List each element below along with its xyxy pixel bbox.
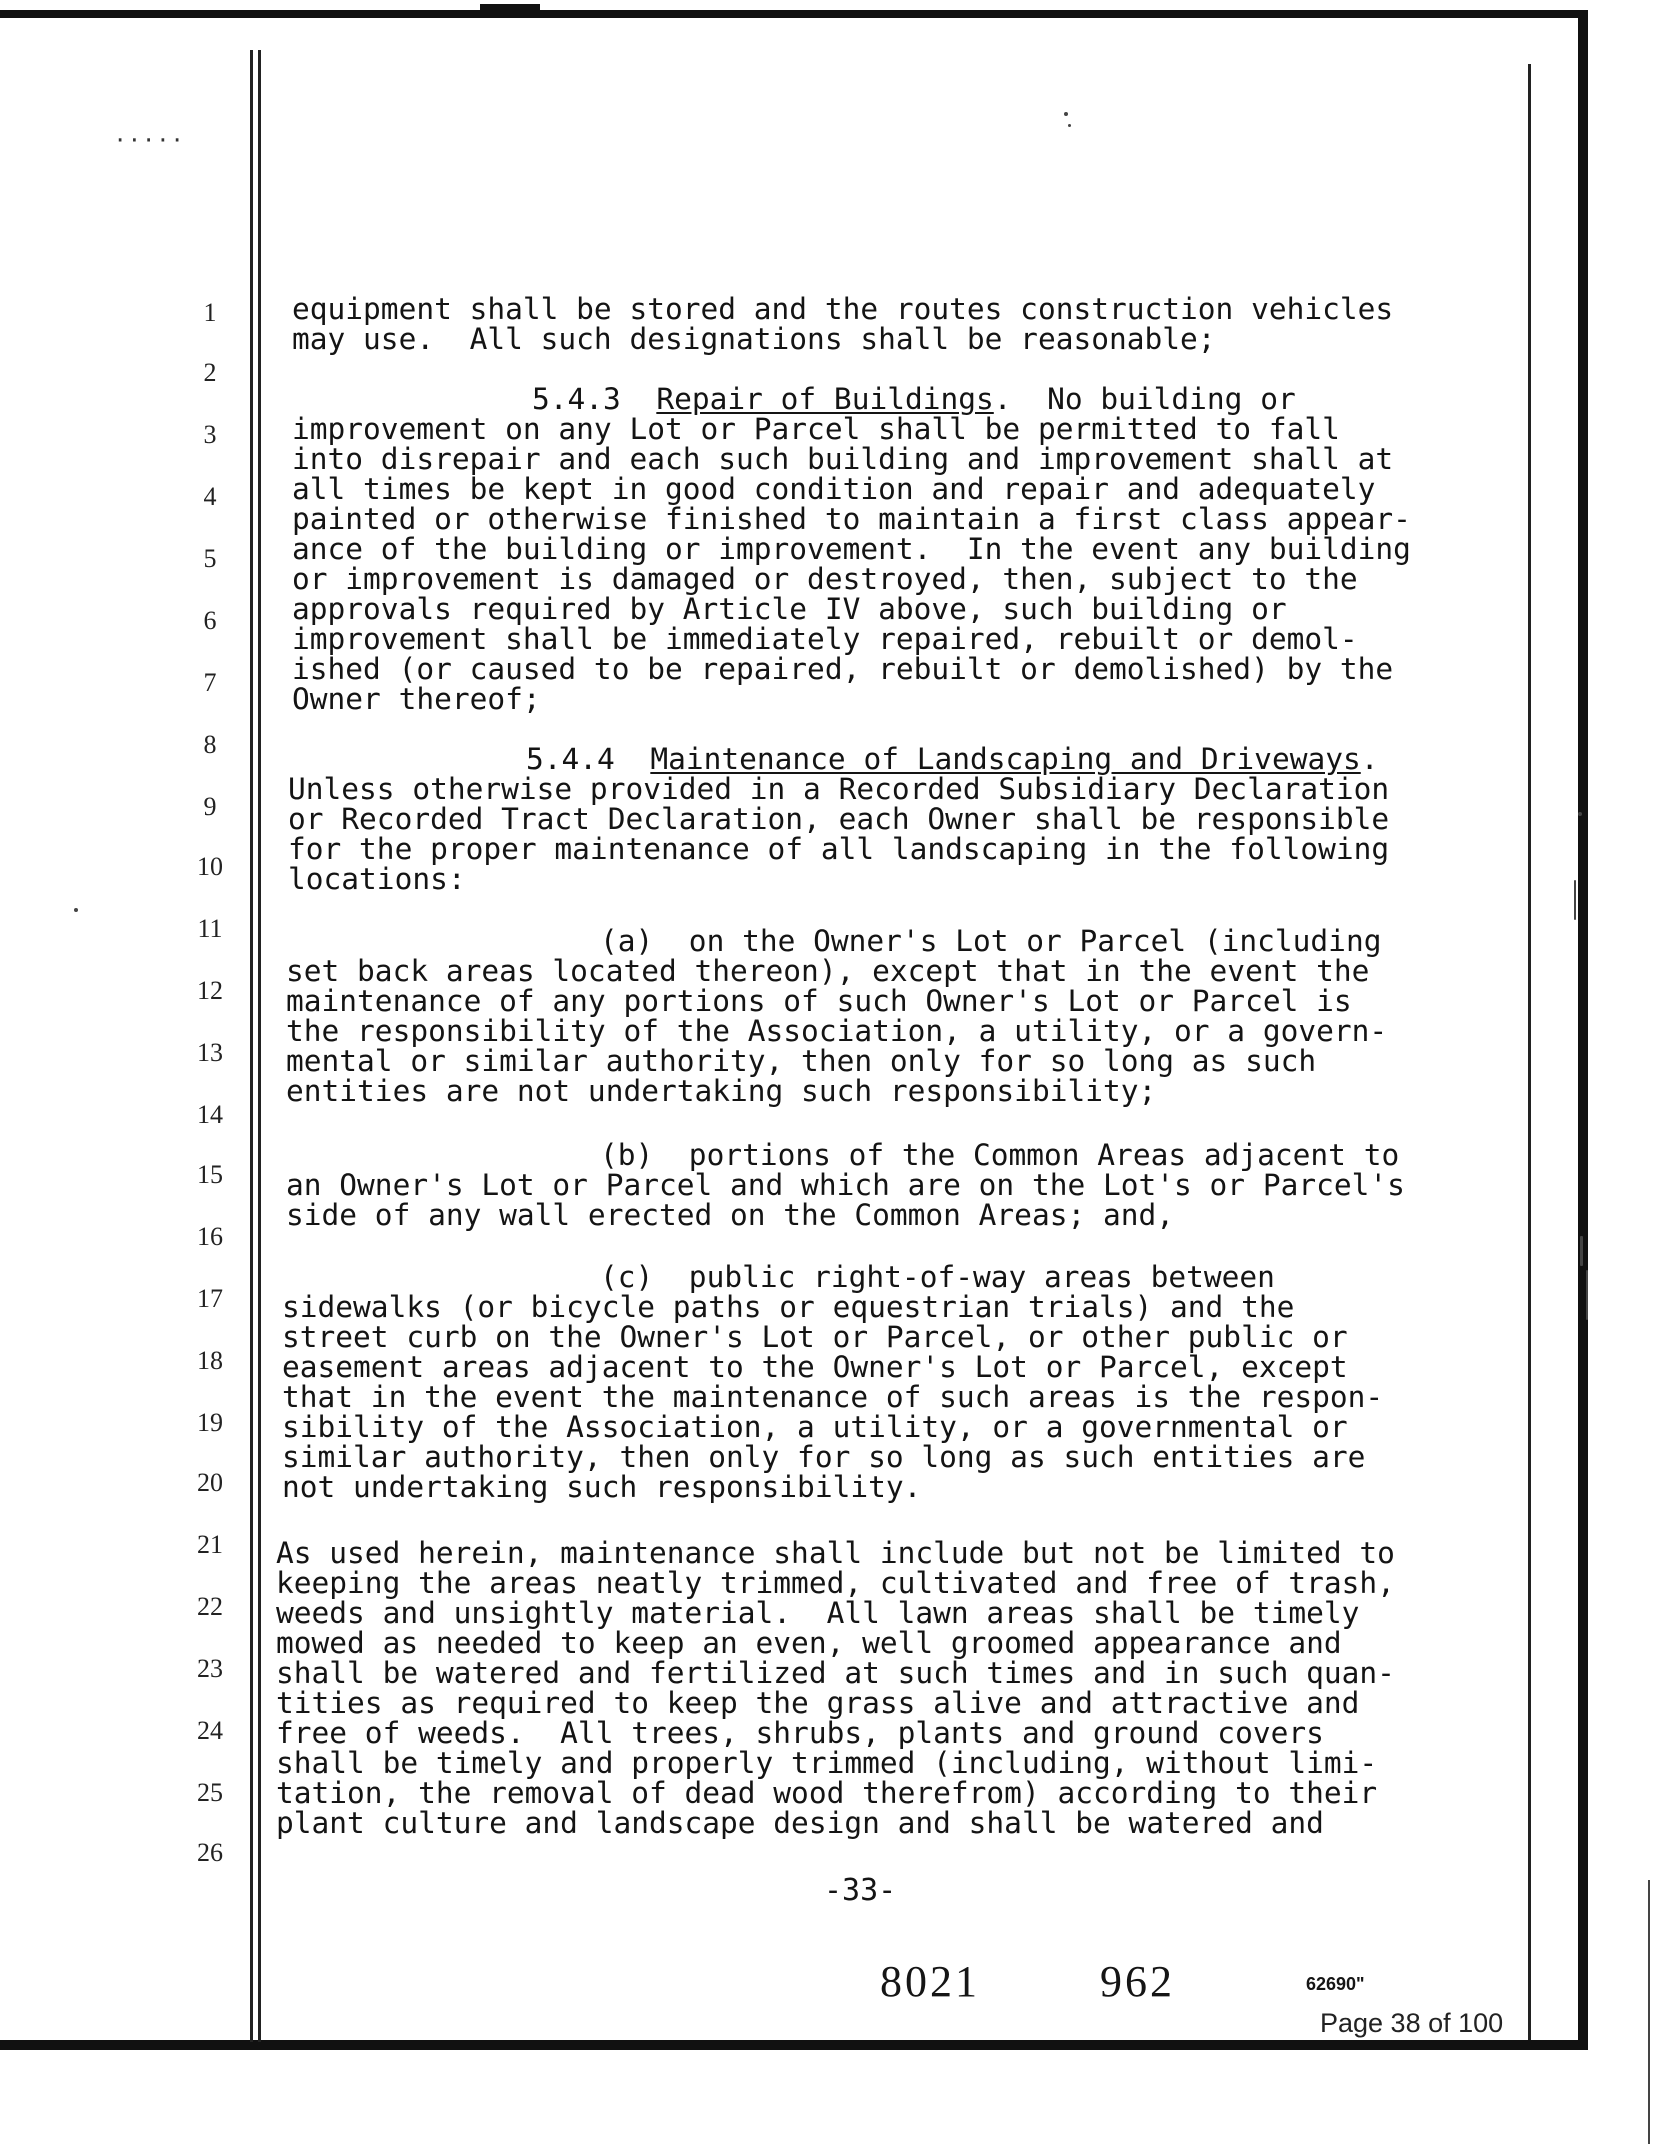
list-item-a: (a) on the Owner's Lot or Parcel (including: [600, 924, 1382, 958]
line-number: 22: [197, 1592, 223, 1621]
text-line: Unless otherwise provided in a Recorded Subsidiary Declaration: [288, 772, 1390, 806]
text-line: improvement on any Lot or Parcel shall be permitted to fall: [292, 412, 1340, 446]
text-line: Owner thereof;: [292, 682, 541, 716]
line-number: 18: [197, 1346, 223, 1375]
scan-speck: [1574, 880, 1576, 920]
line-number: 20: [197, 1468, 223, 1497]
text-line: ished (or caused to be repaired, rebuilt or demolished) by the: [292, 652, 1394, 686]
line-number: 15: [197, 1160, 223, 1189]
text-line: shall be timely and properly trimmed (including, without limi-: [276, 1746, 1378, 1780]
text-line: street curb on the Owner's Lot or Parcel, or other public or: [282, 1320, 1348, 1354]
text-line: ance of the building or improvement. In the event any building: [292, 532, 1411, 566]
page-border-bottom: [0, 2040, 1588, 2050]
pleading-rule-right: [1528, 64, 1531, 2040]
text-line: sidewalks (or bicycle paths or equestrian trials) and the: [282, 1290, 1295, 1324]
section-number: 5.4.3: [532, 382, 657, 416]
scan-speck: [1578, 812, 1582, 816]
scan-edge: [1648, 1880, 1650, 2144]
text-line: easement areas adjacent to the Owner's Lot or Parcel, except: [282, 1350, 1348, 1384]
line-number: 2: [203, 358, 217, 387]
pleading-rule-left-inner: [258, 50, 261, 2042]
page-border-right: [1578, 10, 1588, 2050]
line-number: 25: [197, 1778, 223, 1807]
text-line: improvement shall be immediately repaired, rebuilt or demol-: [292, 622, 1358, 656]
line-number: 11: [197, 914, 223, 943]
text-line: keeping the areas neatly trimmed, cultivated and free of trash,: [276, 1566, 1395, 1600]
line-number: 5: [203, 544, 217, 573]
line-number: 7: [203, 668, 217, 697]
text-line: tation, the removal of dead wood therefrom) according to their: [276, 1776, 1378, 1810]
text-line: may use. All such designations shall be reasonable;: [292, 322, 1216, 356]
scan-speck: [1068, 124, 1071, 127]
line-number: 16: [197, 1222, 223, 1251]
line-number: 23: [197, 1654, 223, 1683]
scan-dots: ·····: [116, 126, 188, 156]
text-line: or Recorded Tract Declaration, each Owner shall be responsible: [288, 802, 1390, 836]
text-fragment: .: [1360, 742, 1379, 776]
text-line: the responsibility of the Association, a utility, or a govern-: [286, 1014, 1388, 1048]
text-line: similar authority, then only for so long as such entities are: [282, 1440, 1366, 1474]
section-number: 5.4.4: [526, 742, 651, 776]
line-number: 14: [197, 1100, 223, 1129]
scan-speck: [1586, 1270, 1588, 1320]
scan-speck: [1580, 1236, 1583, 1266]
text-line: all times be kept in good condition and repair and adequately: [292, 472, 1376, 506]
text-fragment: . No building or: [993, 382, 1296, 416]
section-title: Maintenance of Landscaping and Driveways: [650, 742, 1361, 776]
text-line: maintenance of any portions of such Owner's Lot or Parcel is: [286, 984, 1352, 1018]
text-line: side of any wall erected on the Common Areas; and,: [286, 1198, 1175, 1232]
text-line: free of weeds. All trees, shrubs, plants and ground covers: [276, 1716, 1324, 1750]
text-line: not undertaking such responsibility.: [282, 1470, 922, 1504]
text-line: equipment shall be stored and the routes construction vehicles: [292, 292, 1394, 326]
scan-speck: [74, 908, 78, 912]
section-heading: [532, 384, 1296, 414]
pleading-rule-left: [250, 50, 253, 2042]
document-code: 62690": [1306, 1974, 1365, 1994]
page-number: -33-: [824, 1873, 897, 1908]
text-line: sibility of the Association, a utility, or a governmental or: [282, 1410, 1348, 1444]
text-line: or improvement is damaged or destroyed, then, subject to the: [292, 562, 1358, 596]
scan-speck: [1064, 112, 1068, 116]
recording-stamp-book: 8021: [880, 1957, 980, 2006]
page-border-notch: [480, 4, 540, 12]
text-line: entities are not undertaking such responsibility;: [286, 1074, 1157, 1108]
text-line: for the proper maintenance of all landscaping in the following: [288, 832, 1390, 866]
text-line: that in the event the maintenance of such areas is the respon-: [282, 1380, 1384, 1414]
line-number: 6: [203, 606, 217, 635]
text-line: painted or otherwise finished to maintain a first class appear-: [292, 502, 1411, 536]
page-border-top: [0, 10, 1588, 18]
text-line: locations:: [288, 862, 466, 896]
section-heading: [526, 744, 1379, 774]
section-title: Repair of Buildings: [656, 382, 994, 416]
line-number: 13: [197, 1038, 223, 1067]
recording-stamp-page: 962: [1100, 1957, 1175, 2006]
line-number: 4: [203, 482, 217, 511]
line-number: 9: [203, 792, 217, 821]
line-number: 26: [197, 1838, 223, 1867]
text-line: weeds and unsightly material. All lawn areas shall be timely: [276, 1596, 1360, 1630]
line-number: 12: [197, 976, 223, 1005]
line-number: 8: [203, 730, 217, 759]
text-line: mental or similar authority, then only for so long as such: [286, 1044, 1317, 1078]
text-line: approvals required by Article IV above, such building or: [292, 592, 1287, 626]
line-number: 17: [197, 1284, 223, 1313]
line-number: 10: [197, 852, 223, 881]
line-number: 24: [197, 1716, 223, 1745]
text-line: As used herein, maintenance shall include but not be limited to: [276, 1536, 1395, 1570]
line-number: 21: [197, 1530, 223, 1559]
text-line: set back areas located thereon), except that in the event the: [286, 954, 1370, 988]
list-item-c: (c) public right-of-way areas between: [600, 1260, 1275, 1294]
text-line: an Owner's Lot or Parcel and which are on the Lot's or Parcel's: [286, 1168, 1405, 1202]
line-number: 1: [203, 298, 217, 327]
text-line: plant culture and landscape design and shall be watered and: [276, 1806, 1324, 1840]
list-item-b: (b) portions of the Common Areas adjacent to: [600, 1138, 1400, 1172]
page-of-label: Page 38 of 100: [1320, 2008, 1504, 2038]
text-line: mowed as needed to keep an even, well groomed appearance and: [276, 1626, 1342, 1660]
text-line: into disrepair and each such building and improvement shall at: [292, 442, 1394, 476]
line-number: 19: [197, 1408, 223, 1437]
text-line: tities as required to keep the grass alive and attractive and: [276, 1686, 1360, 1720]
line-number: 3: [203, 420, 217, 449]
text-line: shall be watered and fertilized at such times and in such quan-: [276, 1656, 1395, 1690]
